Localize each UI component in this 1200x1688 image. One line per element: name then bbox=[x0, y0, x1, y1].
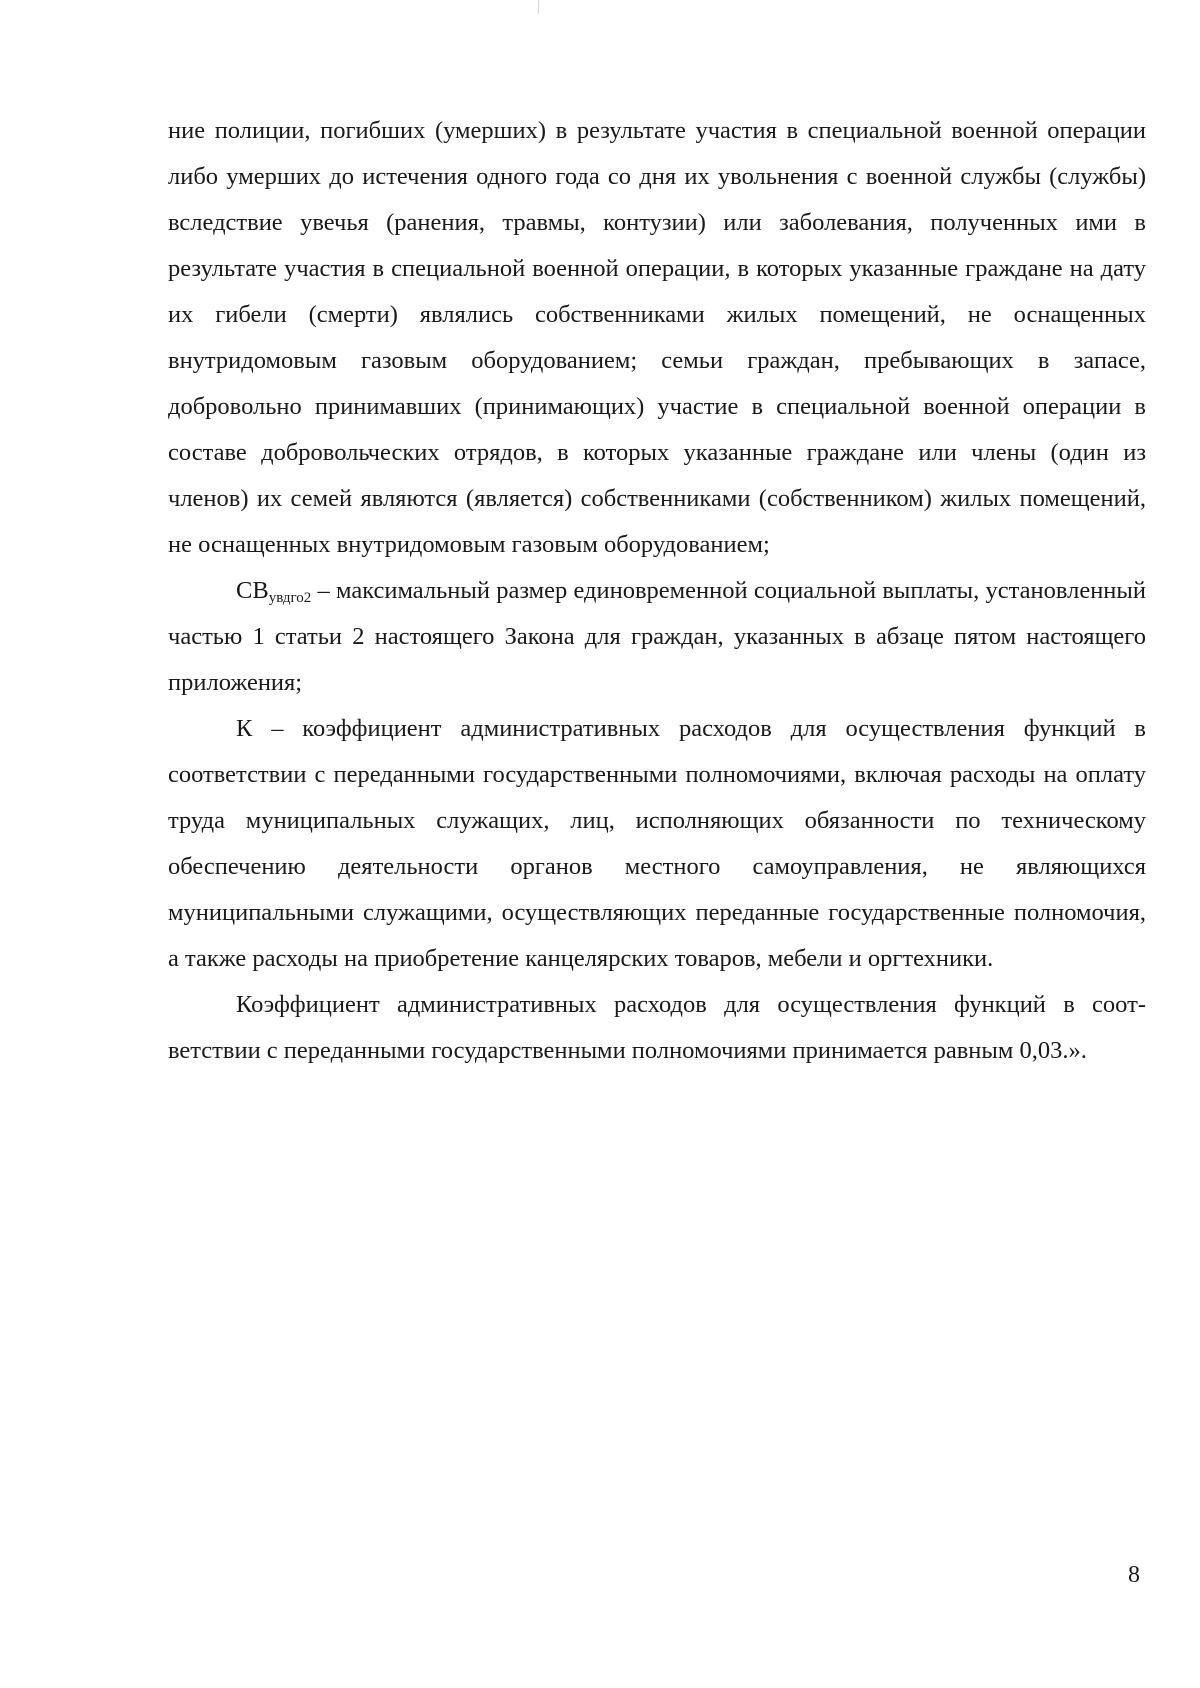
paragraph-k-value: Коэффициент административных расходов для осуществления функций в соответствии с переданными государственными полномочиями принимается равным 0,03.». bbox=[168, 991, 1146, 1064]
page-number: 8 bbox=[1128, 1562, 1140, 1588]
formula-symbol-subscript: увдго2 bbox=[268, 590, 312, 606]
paragraph-k-definition: К – коэффициент административных расходов для осуществления функций в соответствии с переданными государственными полномочиями, включая расходы на оплату труда муниципальных служащих, лиц, исполняющих обязанности по техническому обеспечению деятельности органов местного самоуправления, не являющихся муниципальными служащими, осуществляющих переданные государственные полномочия, а также расходы на приобретение канцелярских товаров, мебели и оргтехники. bbox=[168, 715, 1146, 972]
paragraph-continuation: ние полиции, погибших (умерших) в результате участия в специальной военной операции либо умерших до истечения одного года со дня их увольнения с военной службы (службы) вследствие увечья (ранения, травмы, контузии) или заболевания, полученных ими в результате участия в специальной военной операции, в которых указанные граждане на дату их гибели (смерти) являлись собственниками жилых помещений, не оснащенных внутридомовым газовым оборудованием; семьи граждан, пребывающих в запасе, добровольно принимавших (принимающих) участие в специальной военной операции в составе добровольческих отрядов, в которых указанные граждане или члены (один из членов) их семей являются (является) собственниками (собственником) жилых помещений, не оснащенных внутридомовым газовым оборудованием; bbox=[168, 117, 1146, 558]
document-body bbox=[168, 108, 1146, 1074]
scan-artifact-line bbox=[538, 0, 539, 14]
paragraph-sv-definition bbox=[168, 568, 1146, 706]
formula-symbol: СВ bbox=[236, 577, 269, 604]
paragraph-sv-definition-text: – максимальный размер единовременной социальной выплаты, установленный частью 1 статьи 2 настоящего Закона для граждан, указанных в абзаце пятом настоящего приложения; bbox=[168, 577, 1146, 696]
